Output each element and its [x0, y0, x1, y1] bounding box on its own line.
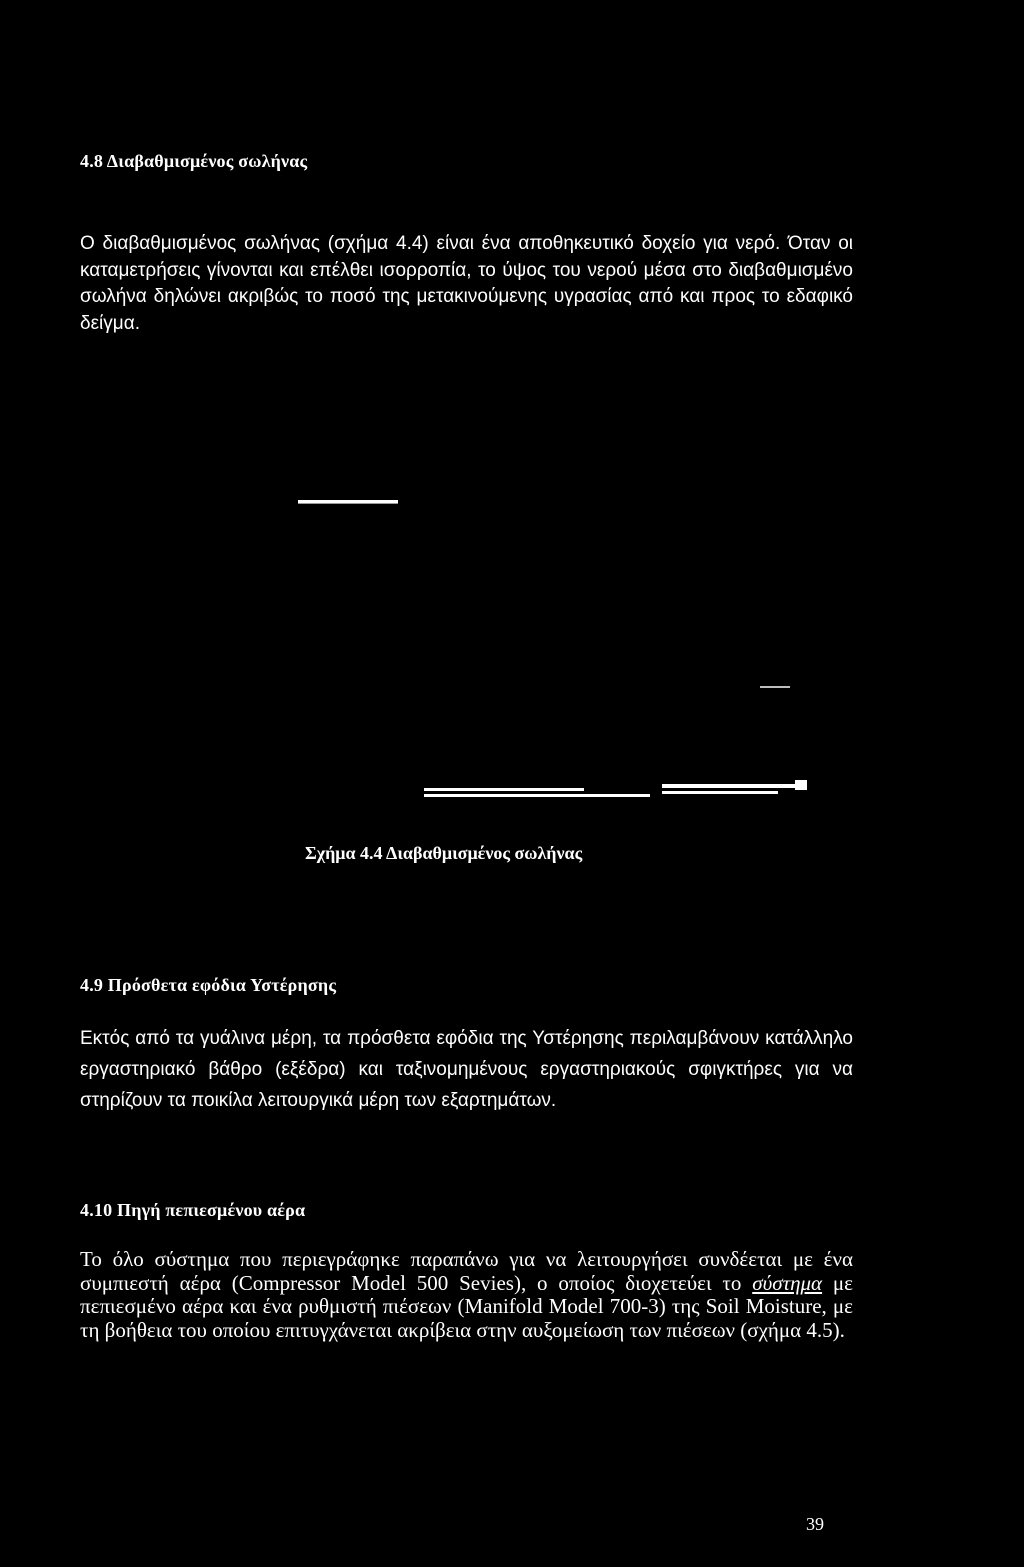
- figure-base-left: [424, 788, 584, 791]
- section-4-10-text-after: με πεπιεσμένο αέρα και ένα ρυθμιστή πιέσεων (Manifold Model 700-3) της Soil Moisture, με τη βοήθεια του οποίου επιτυγχάνεται ακρίβεια στην αυξομείωση των πιέσεων (σχήμα 4.5).: [80, 1270, 853, 1342]
- section-4-10-heading: 4.10 Πηγή πεπιεσμένου αέρα: [80, 1200, 306, 1220]
- figure-base-right-end: [795, 780, 807, 790]
- section-4-9-heading: 4.9 Πρόσθετα εφόδια Υστέρησης: [80, 975, 337, 995]
- section-4-8-paragraph: Ο διαβαθμισμένος σωλήνας (σχήμα 4.4) είναι ένα αποθηκευτικό δοχείο για νερό. Όταν οι καταμετρήσεις γίνονται και επέλθει ισορροπία, το ύψος του νερού μέσα στο διαβαθμισμένο σωλήνα δηλώνει ακριβώς το ποσό της μετακινούμενης υγρασίας από και προς το εδαφικό δείγμα.: [80, 233, 853, 335]
- figure-mark-right: [760, 686, 790, 688]
- section-4-9-paragraph: Εκτός από τα γυάλινα μέρη, τα πρόσθετα εφόδια της Υστέρησης περιλαμβάνουν κατάλληλο εργαστηριακό βάθρο (εξέδρα) και ταξινομημένους εργαστηριακούς σφιγκτήρες για να στηρίζουν τα ποικίλα λειτουργικά μέρη των εξαρτημάτων.: [80, 1028, 853, 1111]
- figure-base-right: [662, 784, 802, 788]
- section-4-10-text-before: Το όλο σύστημα που περιεγράφηκε παραπάνω για να λειτουργήσει συνδέεται με ένα συμπιεστή αέρα (Compressor Model 500 Sevies), ο οποίος διοχετεύει το: [80, 1247, 853, 1295]
- page-number: 39: [806, 1514, 824, 1534]
- graduated-tube-figure: [290, 490, 820, 810]
- figure-base-left-lower: [424, 794, 650, 797]
- figure-mark-top-shadow: [298, 503, 398, 504]
- figure-mark-top: [298, 500, 398, 503]
- figure-4-4-caption: Σχήμα 4.4 Διαβαθμισμένος σωλήνας: [305, 843, 583, 863]
- figure-base-right-lower: [662, 791, 778, 794]
- section-4-10-emphasis: σύστημα: [752, 1270, 823, 1295]
- section-4-8-heading: 4.8 Διαβαθμισμένος σωλήνας: [80, 151, 308, 171]
- section-4-10-paragraph: [80, 1248, 853, 1342]
